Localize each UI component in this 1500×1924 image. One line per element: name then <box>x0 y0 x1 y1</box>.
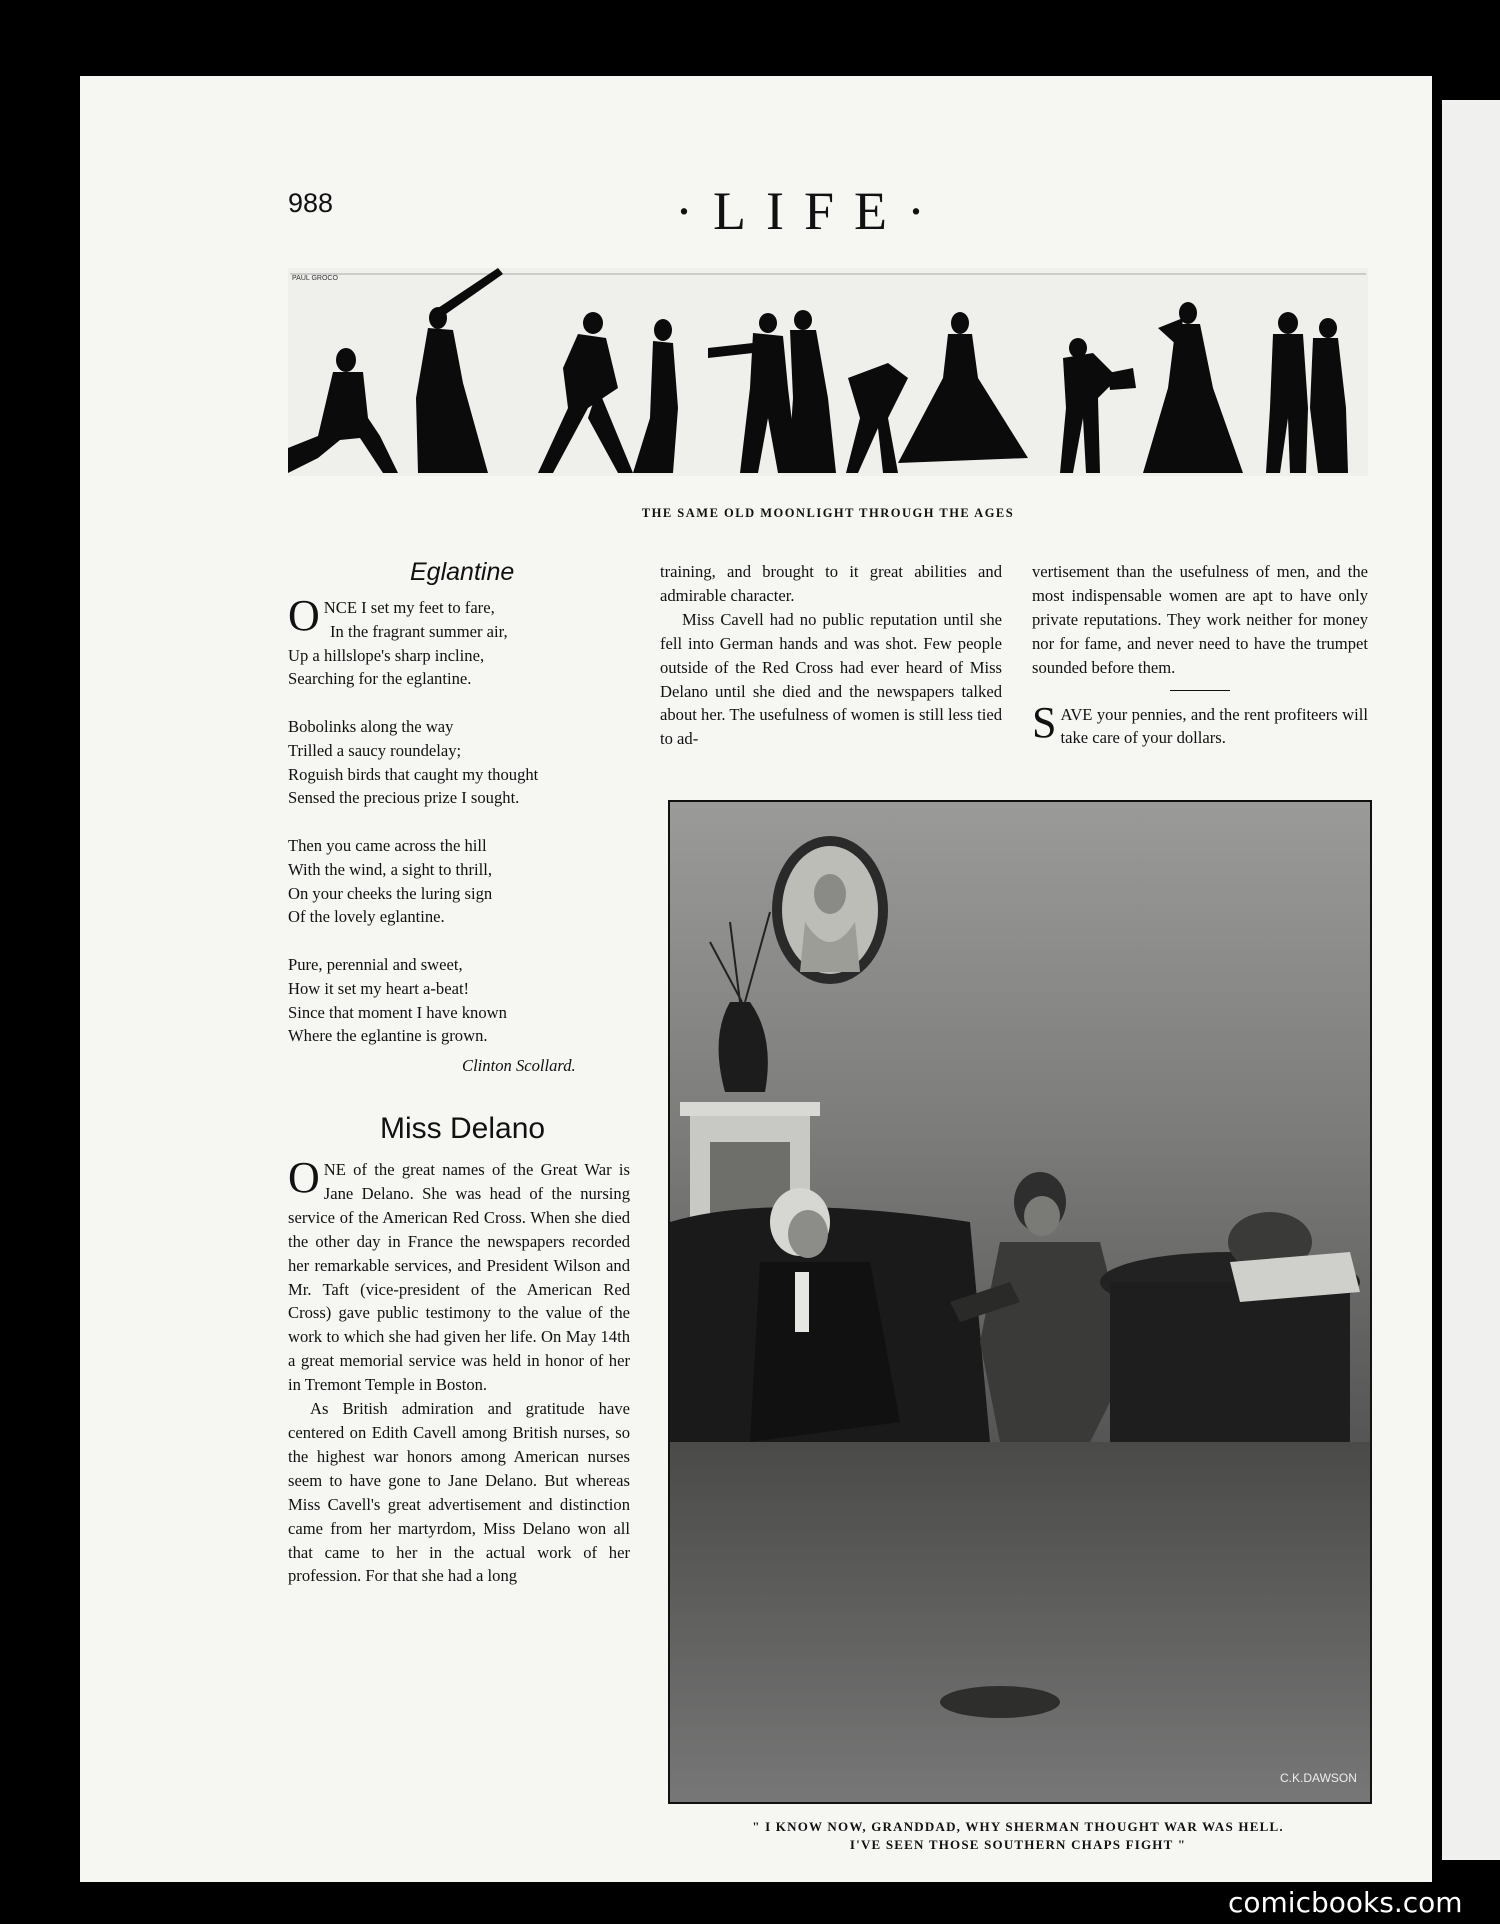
poem-body <box>288 591 633 1072</box>
article-column-2 <box>660 560 1002 751</box>
poem-line: NCE I set my feet to fare, <box>323 598 495 617</box>
watermark: comicbooks.com <box>1228 1886 1463 1919</box>
article-title: Miss Delano <box>380 1112 546 1145</box>
poem-stanza <box>288 953 633 1048</box>
filler-text: AVE your pennies, and the rent profiteers will take care of your dollars. <box>1060 704 1368 748</box>
poem-stanza <box>288 591 633 691</box>
article-paragraph: vertisement than the usefulness of men, and the most indispensable women are apt to have only private reputations. They work neither for money nor for fame, and never need to have the trumpet sounded before them. <box>1032 562 1368 677</box>
cartoon-illustration <box>668 800 1372 1804</box>
illustration-caption <box>668 1818 1368 1854</box>
poem-line: Roguish birds that caught my thought <box>288 764 539 784</box>
article-dropcap: O <box>288 1153 320 1202</box>
silhouette-figures <box>288 268 1368 476</box>
article-column-3 <box>1032 560 1368 750</box>
article-paragraph: Miss Cavell had no public reputation until she fell into German hands and was shot. Few people outside of the Red Cross had ever heard of Miss Delano until she died and the newspapers talked about her. The usefulness of women is still less tied to ad- <box>660 609 1002 749</box>
poem-line: Bobolinks along the way <box>288 716 454 736</box>
poem-line: With the wind, a sight to thrill, <box>288 859 492 879</box>
poem-line: Where the eglantine is grown. <box>288 1026 488 1046</box>
poem-line: In the fragrant summer air, <box>330 621 508 641</box>
article-column-1 <box>288 1153 630 1588</box>
poem-line: Since that moment I have known <box>288 1002 507 1022</box>
masthead: ·LIFE· <box>675 181 945 241</box>
page-number: 988 <box>288 188 334 218</box>
poem-stanza <box>288 834 633 929</box>
poem-line: Pure, perennial and sweet, <box>288 954 463 974</box>
poem-title: Eglantine <box>410 558 515 586</box>
facing-page-edge <box>1442 100 1500 1860</box>
filler-dropcap: S <box>1032 697 1057 747</box>
poem-line: On your cheeks the luring sign <box>288 883 493 903</box>
poem-line: Searching for the eglantine. <box>288 669 472 689</box>
illustration-scene <box>670 802 1370 1802</box>
article-paragraph <box>288 1153 630 1397</box>
poem-stanza <box>288 715 633 810</box>
illustration-caption-line-2: I'VE SEEN THOSE SOUTHERN CHAPS FIGHT " <box>849 1837 1187 1852</box>
silhouette-illustration <box>288 268 1368 476</box>
poem-line: Of the lovely eglantine. <box>288 907 445 927</box>
article-text: NE of the great names of the Great War is Jane Delano. She was head of the nursing service of the American Red Cross. When she died the other day in France the newspapers recorded her remarkable services, and President Wilson and Mr. Taft (vice-president of the American Red Cross) gave public testimony to the value of the work to which she had given her life. On May 14th a great memorial service was held in honor of her in Tremont Temple in Boston. <box>288 1160 630 1395</box>
poem-author: Clinton Scollard. <box>462 1056 576 1075</box>
section-divider <box>1170 690 1230 691</box>
illustration-caption-line-1: " I KNOW NOW, GRANDDAD, WHY SHERMAN THOUGHT WAR WAS HELL. <box>752 1819 1284 1834</box>
article-paragraph: training, and brought to it great abilities and admirable character. <box>660 562 1002 605</box>
poem-dropcap: O <box>288 591 320 640</box>
poem-line: Sensed the precious prize I sought. <box>288 788 520 808</box>
silhouette-artist-mark: PAUL GROCO <box>292 275 338 282</box>
poem-line: Then you came across the hill <box>288 835 487 855</box>
poem-line: Up a hillslope's sharp incline, <box>288 645 485 665</box>
poem-line: How it set my heart a-beat! <box>288 978 470 998</box>
poem-line: Trilled a saucy roundelay; <box>288 740 462 760</box>
article-paragraph: As British admiration and gratitude have centered on Edith Cavell among British nurses, so the highest war honors among American nurses seem to have gone to Jane Delano. But whereas Miss Cavell's great advertisement and distinction came from her martyrdom, Miss Delano won all that came to her in the actual work of her profession. For that she had a long <box>288 1399 630 1586</box>
illustration-signature: C.K.DAWSON <box>1280 1771 1357 1785</box>
silhouette-caption: THE SAME OLD MOONLIGHT THROUGH THE AGES <box>641 506 1015 520</box>
filler-paragraph <box>1032 697 1368 751</box>
